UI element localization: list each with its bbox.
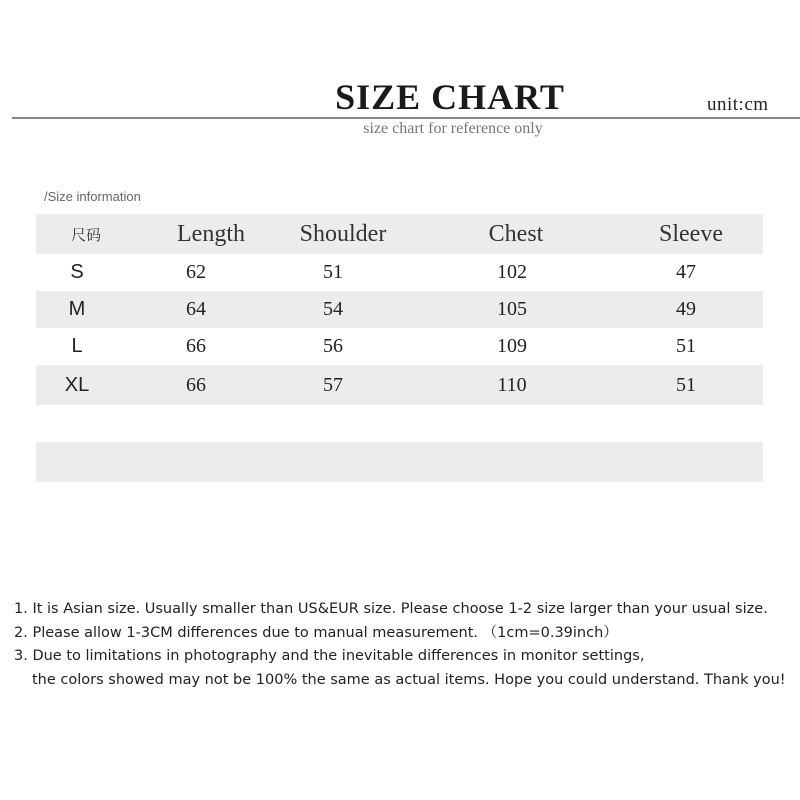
length-cell: 66 (186, 373, 206, 396)
size-cell: S (70, 261, 84, 283)
chest-cell: 102 (497, 261, 527, 283)
shoulder-cell: 57 (323, 373, 343, 396)
table-header-row (36, 214, 763, 254)
shoulder-cell: 51 (323, 261, 343, 283)
note-line: the colors showed may not be 100% the same as actual items. Hope you could understand. Thank you! (32, 671, 786, 688)
column-header-size: 尺码 (70, 226, 101, 244)
chest-cell: 110 (497, 373, 527, 396)
shoulder-cell: 56 (323, 335, 343, 357)
length-cell: 64 (186, 298, 206, 320)
column-header-length: Length (177, 220, 245, 247)
sleeve-cell: 47 (676, 261, 696, 283)
section-label: /Size information (44, 189, 141, 204)
title-divider (12, 117, 800, 119)
page-title: SIZE CHART (335, 77, 565, 117)
note-line: 1. It is Asian size. Usually smaller than US&EUR size. Please choose 1-2 size larger than your usual size. (14, 601, 768, 617)
size-cell: M (68, 298, 86, 320)
empty-row (36, 405, 763, 442)
note-line: 2. Please allow 1-3CM differences due to manual measurement. （1cm=0.39inch） (14, 624, 618, 641)
table-row (36, 291, 763, 328)
shoulder-cell: 54 (323, 298, 343, 320)
table-row (36, 365, 763, 405)
subtitle: size chart for reference only (363, 120, 543, 137)
length-cell: 62 (186, 261, 206, 283)
chest-cell: 109 (497, 335, 527, 357)
table-row (36, 254, 763, 291)
size-table (36, 214, 763, 482)
note-line: 3. Due to limitations in photography and the inevitable differences in monitor settings, (14, 648, 645, 664)
sleeve-cell: 49 (676, 298, 696, 320)
size-notes (14, 598, 800, 692)
column-header-shoulder: Shoulder (299, 220, 387, 247)
size-cell: L (71, 335, 83, 357)
sleeve-cell: 51 (676, 373, 696, 396)
length-cell: 66 (186, 335, 206, 357)
column-header-chest: Chest (488, 220, 544, 247)
column-header-sleeve: Sleeve (659, 220, 723, 247)
table-row (36, 328, 763, 365)
empty-row (36, 442, 763, 482)
chest-cell: 105 (497, 298, 527, 320)
sleeve-cell: 51 (676, 335, 696, 357)
size-cell: XL (64, 373, 90, 396)
unit-label: unit:cm (707, 94, 769, 115)
